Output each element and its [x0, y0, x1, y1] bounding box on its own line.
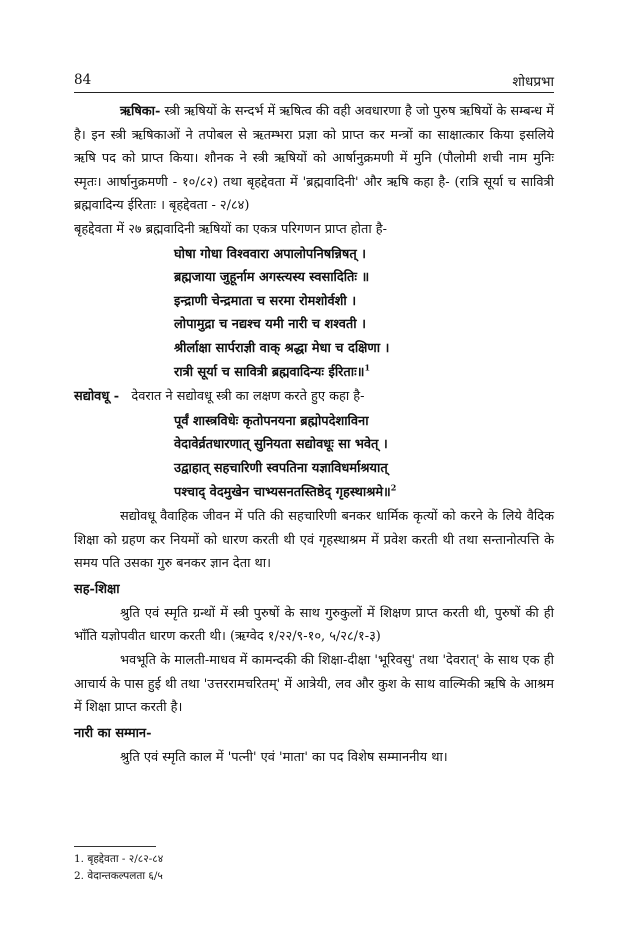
- verse-line: इन्द्राणी चेन्द्रमाता च सरमा रोमशोर्वशी ।: [174, 293, 357, 309]
- footnote-marker: 1: [364, 362, 371, 373]
- verse-brahmavadini-list: [174, 243, 554, 385]
- paragraph-bhavabhuti: भवभूति के मालती-माधव में कामन्दकी की शिक्षा-दीक्षा 'भूरिवसु' तथा 'देवरात्' के साथ एक ही आचार्य के पास हुई थी तथा 'उत्तररामचरितम्' में आत्रेयी, लव और कुश के साथ वाल्मिकी ऋषि के आश्रम में शिक्षा प्राप्त करती है।: [74, 653, 554, 716]
- footnotes: [74, 846, 554, 885]
- heading-coeducation: सह-शिक्षा: [74, 581, 120, 597]
- verse-line: ब्रह्मजाया जुहूर्नाम अगस्त्यस्य स्वसादितिः ॥: [174, 270, 370, 286]
- heading-respect-for-women: नारी का सम्मान-: [74, 725, 152, 741]
- footnote-2: 2. वेदान्तकल्पलता ६/५: [74, 870, 163, 882]
- definition-sadyovadhu: [74, 385, 554, 409]
- verse-line: वेदावेर्व्रतधारणात् सुनियता सद्योवधूः सा भवेत् ।: [174, 437, 388, 453]
- verse-line: उद्वाहात् सहचारिणी स्वपतिना यज्ञाविधर्माश्रयात्: [174, 460, 388, 476]
- definition-text: देवरात ने सद्योवधू स्त्री का लक्षण करते हुए कहा है-: [131, 389, 365, 405]
- verse-line: घोषा गोधा विश्ववारा अपालोपनिषन्निषत् ।: [174, 246, 367, 262]
- verse-sadyovadhu: [174, 410, 554, 504]
- paragraph-coeducation: श्रुति एवं स्मृति ग्रन्थों में स्त्री पुरुषों के साथ गुरुकुलों में शिक्षण प्राप्त करती थी, पुरुषों की ही भाँति यज्ञोपवीत धारण करती थी। (ऋग्वेद १/२२/९-१०, ५/२८/१-३): [74, 605, 554, 645]
- footnote-marker: 2: [390, 482, 397, 493]
- verse-line-last: [174, 361, 554, 385]
- paragraph-respect: श्रुति एवं स्मृति काल में 'पत्नी' एवं 'माता' का पद विशेष सम्माननीय था।: [120, 749, 448, 765]
- page-header: [74, 70, 554, 93]
- page-number: 84: [74, 72, 92, 88]
- verse-line: लोपामुद्रा च नद्यश्च यमी नारी च शश्वती ।: [174, 317, 366, 333]
- running-title: शोधप्रभा: [512, 74, 554, 90]
- paragraph-rishika: [74, 100, 554, 218]
- paragraph-rishika-text: स्त्री ऋषियों के सन्दर्भ में ऋषित्व की वही अवधारणा है जो पुरुष ऋषियों के सम्बन्ध में है। इन स्त्री ऋषिकाओं ने तपोबल से ऋतम्भरा प्रज्ञा को प्राप्त कर मन्त्रों का साक्षात्कार किया इसलिये ऋषि पद को प्राप्त किया। शौनक ने स्त्री ऋषियों को आर्षानुक्रमणी में मुनि (पौलोमी शची नाम मुनिः स्मृतः। आर्षानुक्रमणी - १०/८२) तथा बृहद्देवता में 'ब्रह्मवादिनी' और ऋषि कहा है- (रात्रि सूर्या च सावित्री ब्रह्मवादिन्य ईरिताः । बृहद्देवता - २/८४): [74, 104, 554, 214]
- footnote-1: 1. बृहद्देवता - २/८२-८४: [74, 853, 164, 865]
- term-rishika: ऋषिका-: [120, 104, 161, 119]
- verse-line-text: पश्चाद् वेदमुखेन चाभ्यसनतस्तिष्ठेद् गृहस्थाश्रमे॥: [174, 484, 391, 500]
- verse-line-text: रात्री सूर्या च सावित्री ब्रह्मवादिन्यः ईरिताः॥: [174, 364, 365, 380]
- footnote-rule: [74, 846, 156, 847]
- page-body: [74, 100, 554, 769]
- verse-line-last: [174, 481, 554, 505]
- paragraph-sadyovadhu-explained: सद्योवधू वैवाहिक जीवन में पति की सहचारिणी बनकर धार्मिक कृत्यों को करने के लिये वैदिक शिक्षा को ग्रहण कर नियमों को धारण करती थी एवं गृहस्थाश्रम में प्रवेश करती थी तथा सन्तानोत्पत्ति के समय पति उसका गुरु बनकर ज्ञान देता था।: [74, 509, 554, 572]
- term-sadyovadhu: सद्योवधू -: [74, 389, 120, 405]
- verse-line: श्रीर्लाक्षा सार्पराज्ञी वाक् श्रद्धा मेधा च दक्षिणा ।: [174, 340, 390, 356]
- paragraph-brihaddevata-intro: बृहद्देवता में २७ ब्रह्मवादिनी ऋषियों का एकत्र परिगणन प्राप्त होता है-: [74, 221, 387, 237]
- verse-line: पूर्वं शास्त्रविधेः कृतोपनयना ब्रह्मोपदेशाविना: [174, 413, 369, 429]
